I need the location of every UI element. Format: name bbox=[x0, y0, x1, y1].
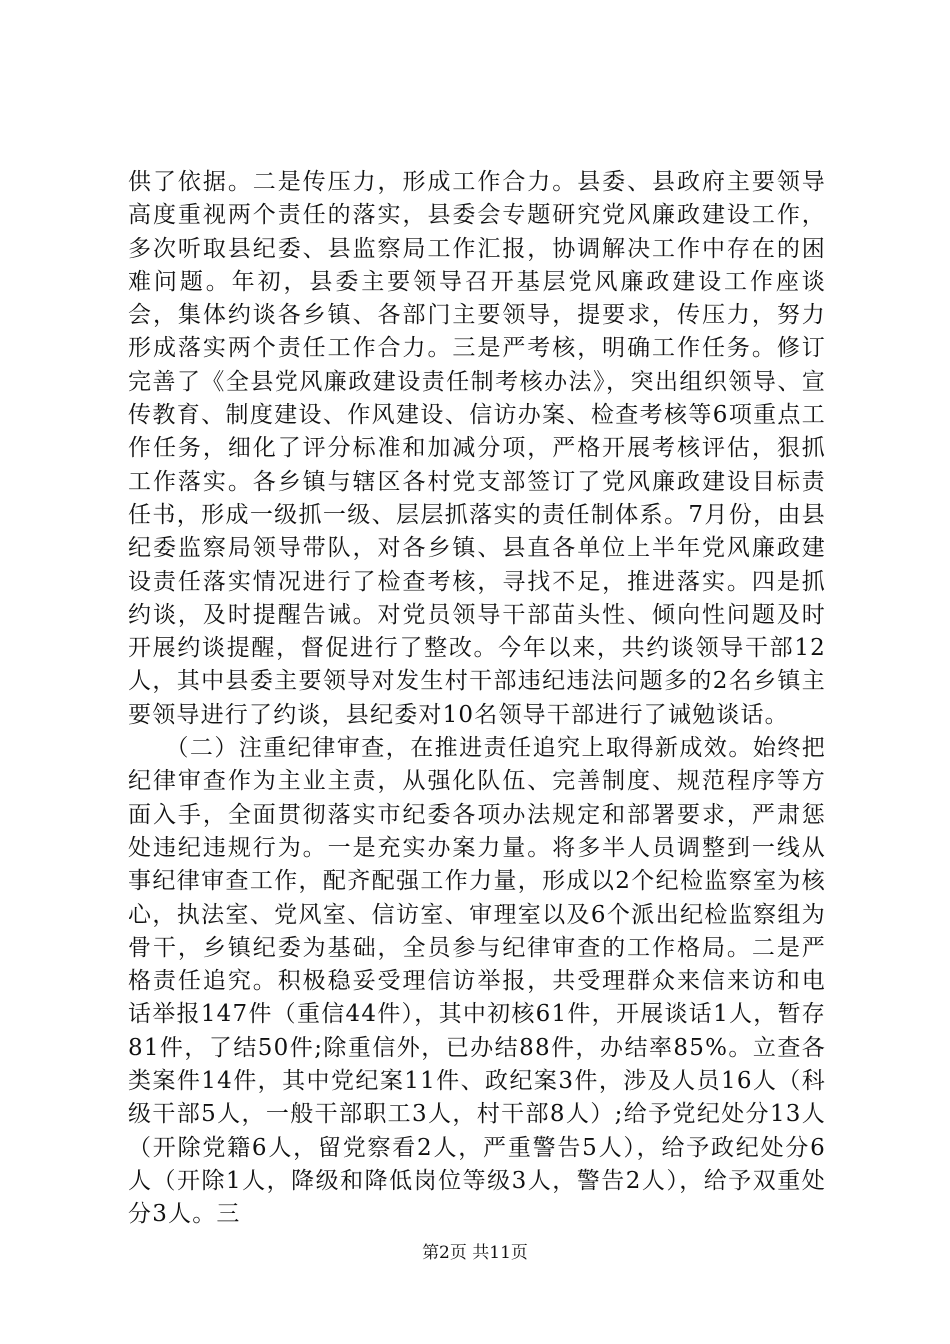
paragraph-1: 供了依据。二是传压力，形成工作合力。县委、县政府主要领导高度重视两个责任的落实，县委会专题研究党风廉政建设工作，多次听取县纪委、县监察局工作汇报，协调解决工作中存在的困难问题。年初，县委主要领导召开基层党风廉政建设工作座谈会，集体约谈各乡镇、各部门主要领导，提要求，传压力，努力形成落实两个责任工作合力。三是严考核，明确工作任务。修订完善了《全县党风廉政建设责任制考核办法》，突出组织领导、宣传教育、制度建设、作风建设、信访办案、检查考核等6项重点工作任务，细化了评分标准和加减分项，严格开展考核评估，狠抓工作落实。各乡镇与辖区各村党支部签订了党风廉政建设目标责任书，形成一级抓一级、层层抓落实的责任制体系。7月份，由县纪委监察局领导带队，对各乡镇、县直各单位上半年党风廉政建设责任落实情况进行了检查考核，寻找不足，推进落实。四是抓约谈，及时提醒告诫。对党员领导干部苗头性、倾向性问题及时开展约谈提醒，督促进行了整改。今年以来，共约谈领导干部12人，其中县委主要领导对发生村干部违纪违法问题多的2名乡镇主要领导进行了约谈，县纪委对10名领导干部进行了诫勉谈话。 bbox=[128, 169, 826, 728]
page-footer: 第2页 共11页 bbox=[422, 1243, 528, 1263]
paragraph-2: （二）注重纪律审查，在推进责任追究上取得新成效。始终把纪律审查作为主业主责，从强化队伍、完善制度、规范程序等方面入手，全面贯彻落实市纪委各项办法规定和部署要求，严肃惩处违纪违规行为。一是充实办案力量。将多半人员调整到一线从事纪律审查工作，配齐配强工作力量，形成以2个纪检监察室为核心，执法室、党风室、信访室、审理室以及6个派出纪检监察组为骨干，乡镇纪委为基础，全员参与纪律审查的工作格局。二是严格责任追究。积极稳妥受理信访举报，共受理群众来信来访和电话举报147件（重信44件），其中初核61件，开展谈话1人，暂存81件，了结50件;除重信外，已办结88件，办结率85%。立查各类案件14件，其中党纪案11件、政纪案3件，涉及人员16人（科级干部5人，一般干部职工3人，村干部8人）;给予党纪处分13人（开除党籍6人，留党察看2人，严重警告5人），给予政纪处分6人（开除1人，降级和降低岗位等级3人，警告2人），给予双重处分3人。三 bbox=[128, 735, 826, 1228]
body-text bbox=[128, 166, 826, 1232]
